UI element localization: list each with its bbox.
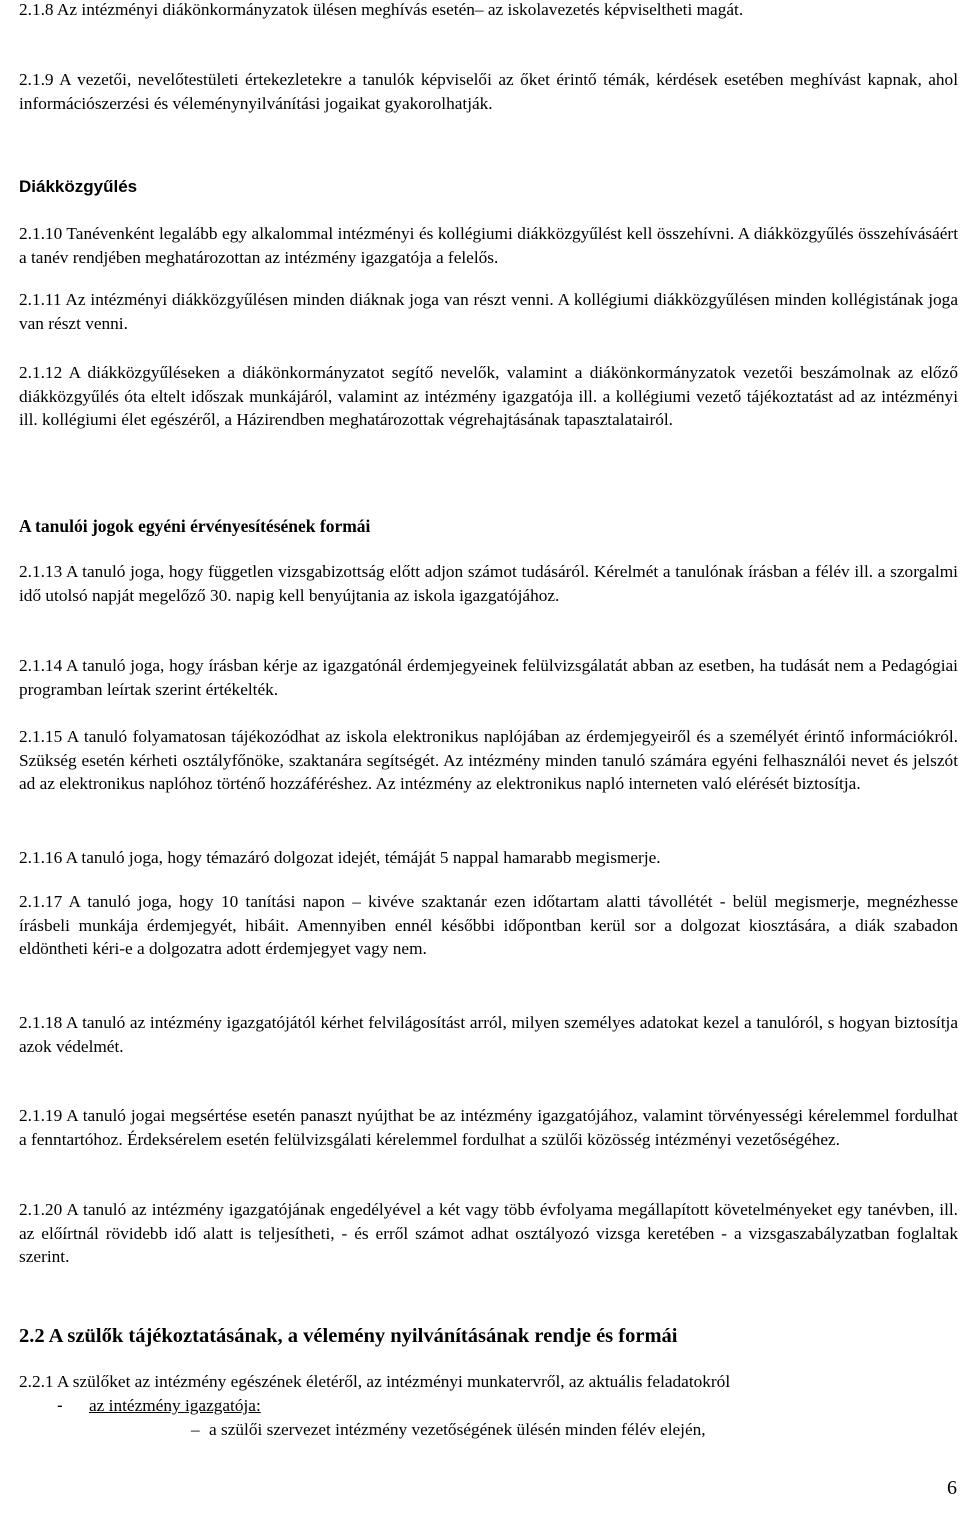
paragraph-2-2-1: 2.2.1 A szülőket az intézmény egészének életéről, az intézményi munkatervről, az aktuális feladatokról	[19, 1372, 731, 1391]
paragraph-2-1-15: 2.1.15 A tanuló folyamatosan tájékozódhat az iskola elektronikus naplójában az érdemjegyeiről és a személyét érintő információkról. Szükség esetén kérheti osztályfőnöke, szaktanára segítségét. Az intézmény minden tanuló számára egyéni felhasználói nevet és jelszót ad az elektronikus naplóhoz történő hozzáféréshez. Az intézmény az elektronikus napló interneten való elérését biztosítja.	[19, 727, 958, 794]
paragraph-2-1-8: 2.1.8 Az intézményi diákönkormányzatok ülésen meghívás esetén– az iskolavezetés képviseltheti magát.	[19, 0, 744, 19]
paragraph-2-1-16: 2.1.16 A tanuló joga, hogy témazáró dolgozat idejét, témáját 5 nappal hamarabb megismerje.	[19, 848, 661, 867]
sub-list-dash: –	[191, 1420, 200, 1439]
paragraph-2-1-14: 2.1.14 A tanuló joga, hogy írásban kérje az igazgatónál érdemjegyeinek felülvizsgálatát abban az esetben, ha tudását nem a Pedagógiai programban leírtak szerint értékelték.	[19, 656, 958, 699]
paragraph-2-1-17: 2.1.17 A tanuló joga, hogy 10 tanítási napon – kivéve szaktanár ezen időtartam alatti távollétét - belül megismerje, megnézhesse írásbeli munkája érdemjegyét, hibáit. Amennyiben ennél későbbi időpontban kerül sor a dolgozat kiosztására, a diák szabadon eldöntheti kéri-e a dolgozatra adott érdemjegyet vagy nem.	[19, 892, 958, 959]
paragraph-2-1-12: 2.1.12 A diákközgyűléseken a diákönkormányzatot segítő nevelők, valamint a diákönkormányzatok vezetői beszámolnak az előző diákközgyűlés óta eltelt időszak munkájáról, valamint az intézmény igazgatója ill. a kollégiumi vezető tájékoztatást ad az intézményi ill. kollégiumi élet egészéről, a Házirendben meghatározottak végrehajtásának tapasztalatairól.	[19, 363, 958, 430]
heading-tanuloi-jogok: A tanulói jogok egyéni érvényesítésének formái	[19, 516, 371, 536]
list-item	[57, 1394, 261, 1418]
sub-list-item-label: a szülői szervezet intézmény vezetőségének ülésén minden félév elején,	[209, 1420, 706, 1439]
heading-section-2-2: 2.2 A szülők tájékoztatásának, a vélemény nyilvánításának rendje és formái	[19, 1325, 678, 1347]
page-number: 6	[947, 1477, 957, 1499]
paragraph-2-1-10: 2.1.10 Tanévenként legalább egy alkalommal intézményi és kollégiumi diákközgyűlést kell összehívni. A diákközgyűlés összehívásáért a tanév rendjében meghatározottan az intézmény igazgatója a felelős.	[19, 224, 958, 267]
list-item-label: az intézmény igazgatója:	[89, 1396, 261, 1415]
paragraph-2-1-20: 2.1.20 A tanuló az intézmény igazgatójának engedélyével a két vagy több évfolyama megállapított követelményeket egy tanévben, ill. az előírtnál rövidebb idő alatt is teljesítheti, - és erről számot adhat osztályozó vizsga keretében - a vizsgaszabályzatban foglaltak szerint.	[19, 1200, 958, 1267]
paragraph-2-1-13: 2.1.13 A tanuló joga, hogy független vizsgabizottság előtt adjon számot tudásáról. Kérelmét a tanulónak írásban a félév ill. a szorgalmi idő utolsó napját megelőző 30. napig kell benyújtania az iskola igazgatójához.	[19, 562, 958, 605]
list-dash: -	[57, 1395, 63, 1415]
sub-list-item	[191, 1418, 706, 1442]
heading-diakkozgyules: Diákközgyűlés	[19, 177, 138, 196]
paragraph-2-1-11: 2.1.11 Az intézményi diákközgyűlésen minden diáknak joga van részt venni. A kollégiumi diákközgyűlésen minden kollégistának joga van részt venni.	[19, 290, 958, 333]
paragraph-2-1-19: 2.1.19 A tanuló jogai megsértése esetén panaszt nyújthat be az intézmény igazgatójához, valamint törvényességi kérelemmel fordulhat a fenntartóhoz. Érdeksérelem esetén felülvizsgálati kérelemmel fordulhat a szülői közösség intézményi vezetőségéhez.	[19, 1106, 958, 1149]
paragraph-2-1-18: 2.1.18 A tanuló az intézmény igazgatójától kérhet felvilágosítást arról, milyen személyes adatokat kezel a tanulóról, s hogyan biztosítja azok védelmét.	[19, 1013, 958, 1056]
paragraph-2-1-9: 2.1.9 A vezetői, nevelőtestületi értekezletekre a tanulók képviselői az őket érintő témák, kérdések esetében meghívást kapnak, ahol információszerzési és véleménynyilvánítási jogaikat gyakorolhatják.	[19, 70, 958, 113]
